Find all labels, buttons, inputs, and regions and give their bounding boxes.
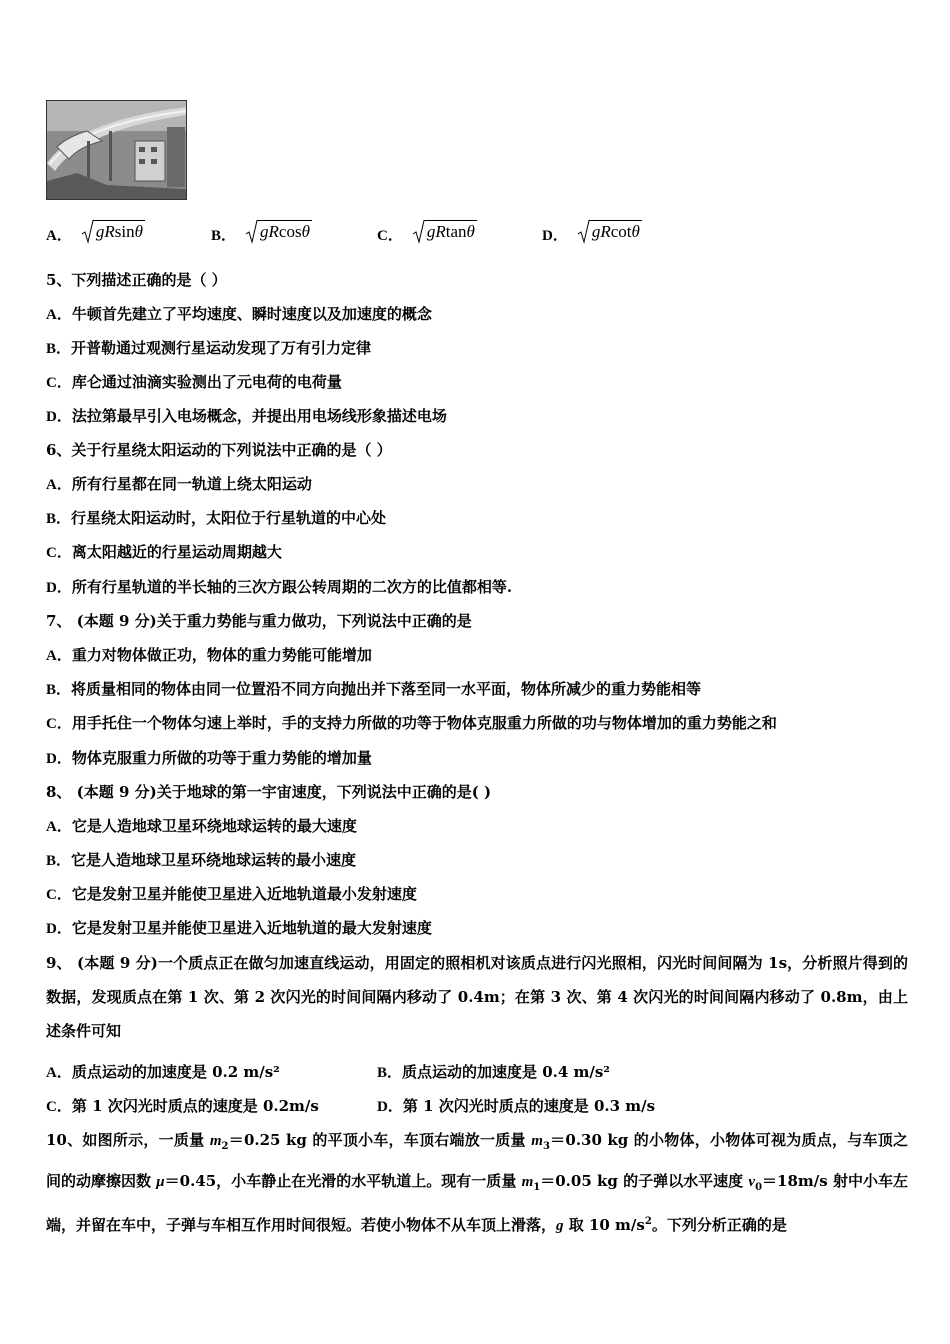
sqrt-expression: [246, 220, 312, 244]
q10-text: ＝0.25 kg 的平顶小车，车顶右端放一质量: [228, 1131, 532, 1149]
radical-sign-icon: [578, 220, 590, 244]
q8-option-a[interactable]: [46, 816, 357, 837]
friction-symbol: μ: [156, 1174, 165, 1190]
monorail-illustration: [47, 101, 186, 199]
q9-option-c[interactable]: [46, 1096, 319, 1117]
q4-option-b[interactable]: [211, 206, 312, 244]
q9-option-b[interactable]: [377, 1062, 610, 1083]
radicand: gR: [95, 222, 115, 241]
option-label: B．: [377, 1065, 403, 1081]
option-label: A．: [46, 648, 72, 664]
option-label: A．: [46, 819, 72, 835]
option-label: C．: [46, 716, 72, 732]
option-label: B．: [46, 511, 72, 527]
theta-symbol: θ: [301, 222, 310, 241]
option-text: 第 1 次闪光时质点的速度是 0.2m/s: [71, 1097, 319, 1115]
option-label: B．: [46, 341, 72, 357]
q6-option-a[interactable]: [46, 474, 312, 495]
option-text: 质点运动的加速度是 0.2 m/s²: [71, 1063, 280, 1081]
radical-sign-icon: [246, 220, 258, 244]
option-text: 行星绕太阳运动时，太阳位于行星轨道的中心处: [71, 509, 387, 527]
option-label: A．: [46, 307, 72, 323]
theta-symbol: θ: [466, 222, 475, 241]
radical-sign-icon: [413, 220, 425, 244]
q5-option-d[interactable]: [46, 406, 447, 427]
option-text: 物体克服重力所做的功等于重力势能的增加量: [71, 749, 372, 767]
option-text: 第 1 次闪光时质点的速度是 0.3 m/s: [402, 1097, 656, 1115]
q7-option-b[interactable]: [46, 679, 701, 700]
radical-sign-icon: [82, 220, 94, 244]
velocity-symbol: v: [748, 1174, 756, 1190]
mass-symbol: m: [209, 1133, 222, 1149]
q9-option-a[interactable]: [46, 1062, 280, 1083]
q10-text: ＝0.45，小车静止在光滑的水平轨道上。现有一质量: [164, 1172, 522, 1190]
q4-option-d[interactable]: [542, 206, 642, 244]
q7-option-c[interactable]: [46, 713, 777, 734]
q5-stem: 5、下列描述正确的是（ ）: [46, 271, 227, 289]
q8-option-b[interactable]: [46, 850, 356, 871]
option-text: 库仑通过油滴实验测出了元电荷的电荷量: [71, 373, 342, 391]
q4-option-c[interactable]: [377, 206, 477, 244]
q6-option-c[interactable]: [46, 542, 282, 563]
q6-option-d[interactable]: [46, 577, 512, 598]
q8-option-d[interactable]: [46, 918, 432, 939]
option-text: 它是发射卫星并能使卫星进入近地轨道的最大发射速度: [71, 919, 432, 937]
option-text: 质点运动的加速度是 0.4 m/s²: [402, 1063, 610, 1081]
radicand: gR: [260, 222, 279, 241]
trig-function: tan: [445, 222, 467, 241]
q8-option-c[interactable]: [46, 884, 417, 905]
q7-option-d[interactable]: [46, 748, 372, 769]
radicand: gR: [426, 222, 446, 241]
q5-option-b[interactable]: [46, 338, 371, 359]
q5-option-a[interactable]: [46, 304, 432, 325]
mass-symbol: m: [531, 1133, 543, 1149]
q8-stem: 8、 (本题 9 分)关于地球的第一宇宙速度，下列说法中正确的是( ): [46, 783, 492, 801]
option-label: B．: [211, 228, 237, 244]
option-label: D．: [46, 921, 72, 937]
subscript: 1: [533, 1182, 541, 1193]
q10-text: ＝18m/s 射中小车左端，并留在车中，子弹与车相互作用时间很短。若使小物体不从车顶上滑落，: [46, 1172, 908, 1234]
mass-symbol: m: [521, 1174, 534, 1190]
option-text: 所有行星轨道的半长轴的三次方跟公转周期的二次方的比值都相等.: [71, 578, 513, 596]
q10-text: 10、如图所示，一质量: [46, 1131, 210, 1149]
option-label: B．: [46, 682, 72, 698]
option-label: C．: [46, 887, 72, 903]
monorail-photo: [46, 100, 187, 200]
sqrt-expression: [82, 220, 145, 244]
option-label: D．: [46, 751, 72, 767]
option-text: 它是人造地球卫星环绕地球运转的最大速度: [71, 817, 357, 835]
option-text: 将质量相同的物体由同一位置沿不同方向抛出并下落至同一水平面，物体所减少的重力势能相等: [71, 680, 702, 698]
radicand: gR: [591, 222, 611, 241]
q9-stem: 9、 (本题 9 分)一个质点正在做匀加速直线运动，用固定的照相机对该质点进行闪光照相，闪光时间间隔为 1s，分析照片得到的数据，发现质点在第 1 次、第 2 次闪光的时间间隔内移动了 0.4m；在第 3 次、第 4 次闪光的时间间隔内移动了 0.8m，由上述条件可知: [46, 954, 908, 1040]
option-text: 用手托住一个物体匀速上举时，手的支持力所做的功等于物体克服重力所做的功与物体增加的重力势能之和: [71, 714, 777, 732]
option-label: B．: [46, 853, 72, 869]
q6-option-b[interactable]: [46, 508, 386, 529]
option-label: C．: [46, 1099, 72, 1115]
q10-text: 取 10 m/s: [563, 1216, 645, 1234]
option-label: C．: [46, 545, 72, 561]
q10-text: ＝0.30 kg 的小物体，小物体可视为质点，与车顶之间的动摩擦因数: [46, 1131, 908, 1190]
gravity-symbol: g: [556, 1218, 564, 1234]
option-text: 开普勒通过观测行星运动发现了万有引力定律: [71, 339, 372, 357]
option-label: D．: [377, 1099, 403, 1115]
q7-stem: 7、 (本题 9 分)关于重力势能与重力做功，下列说法中正确的是: [46, 612, 472, 630]
option-text: 它是发射卫星并能使卫星进入近地轨道最小发射速度: [71, 885, 417, 903]
subscript: 2: [221, 1141, 229, 1152]
option-label: D．: [46, 409, 72, 425]
q4-option-a[interactable]: [46, 206, 145, 244]
sqrt-expression: [413, 220, 477, 244]
option-text: 离太阳越近的行星运动周期越大: [71, 543, 282, 561]
option-text: 所有行星都在同一轨道上绕太阳运动: [71, 475, 312, 493]
option-label: A．: [46, 1065, 72, 1081]
q4-options: [46, 206, 666, 246]
sqrt-expression: [578, 220, 642, 244]
theta-symbol: θ: [631, 222, 640, 241]
theta-symbol: θ: [134, 222, 143, 241]
q10-stem: [46, 1123, 908, 1243]
option-label: A．: [46, 228, 72, 244]
option-label: C．: [377, 228, 403, 244]
trig-function: sin: [114, 222, 135, 241]
option-text: 法拉第最早引入电场概念，并提出用电场线形象描述电场: [71, 407, 447, 425]
subscript: 0: [755, 1182, 763, 1193]
option-text: 重力对物体做正功，物体的重力势能可能增加: [71, 646, 372, 664]
q9-option-d[interactable]: [377, 1096, 655, 1117]
trig-function: cos: [278, 222, 302, 241]
option-text: 它是人造地球卫星环绕地球运转的最小速度: [71, 851, 357, 869]
q7-option-a[interactable]: [46, 645, 372, 666]
option-text: 牛顿首先建立了平均速度、瞬时速度以及加速度的概念: [71, 305, 432, 323]
subscript: 3: [542, 1141, 550, 1152]
option-label: A．: [46, 477, 72, 493]
option-label: D．: [46, 580, 72, 596]
q5-option-c[interactable]: [46, 372, 342, 393]
option-label: C．: [46, 375, 72, 391]
option-label: D．: [542, 228, 568, 244]
q10-text: ＝0.05 kg 的子弹以水平速度: [540, 1172, 749, 1190]
trig-function: cot: [610, 222, 632, 241]
superscript: 2: [644, 1216, 652, 1227]
q10-text: 。下列分析正确的是: [651, 1216, 787, 1234]
q6-stem: 6、关于行星绕太阳运动的下列说法中正确的是（ ）: [46, 441, 392, 459]
